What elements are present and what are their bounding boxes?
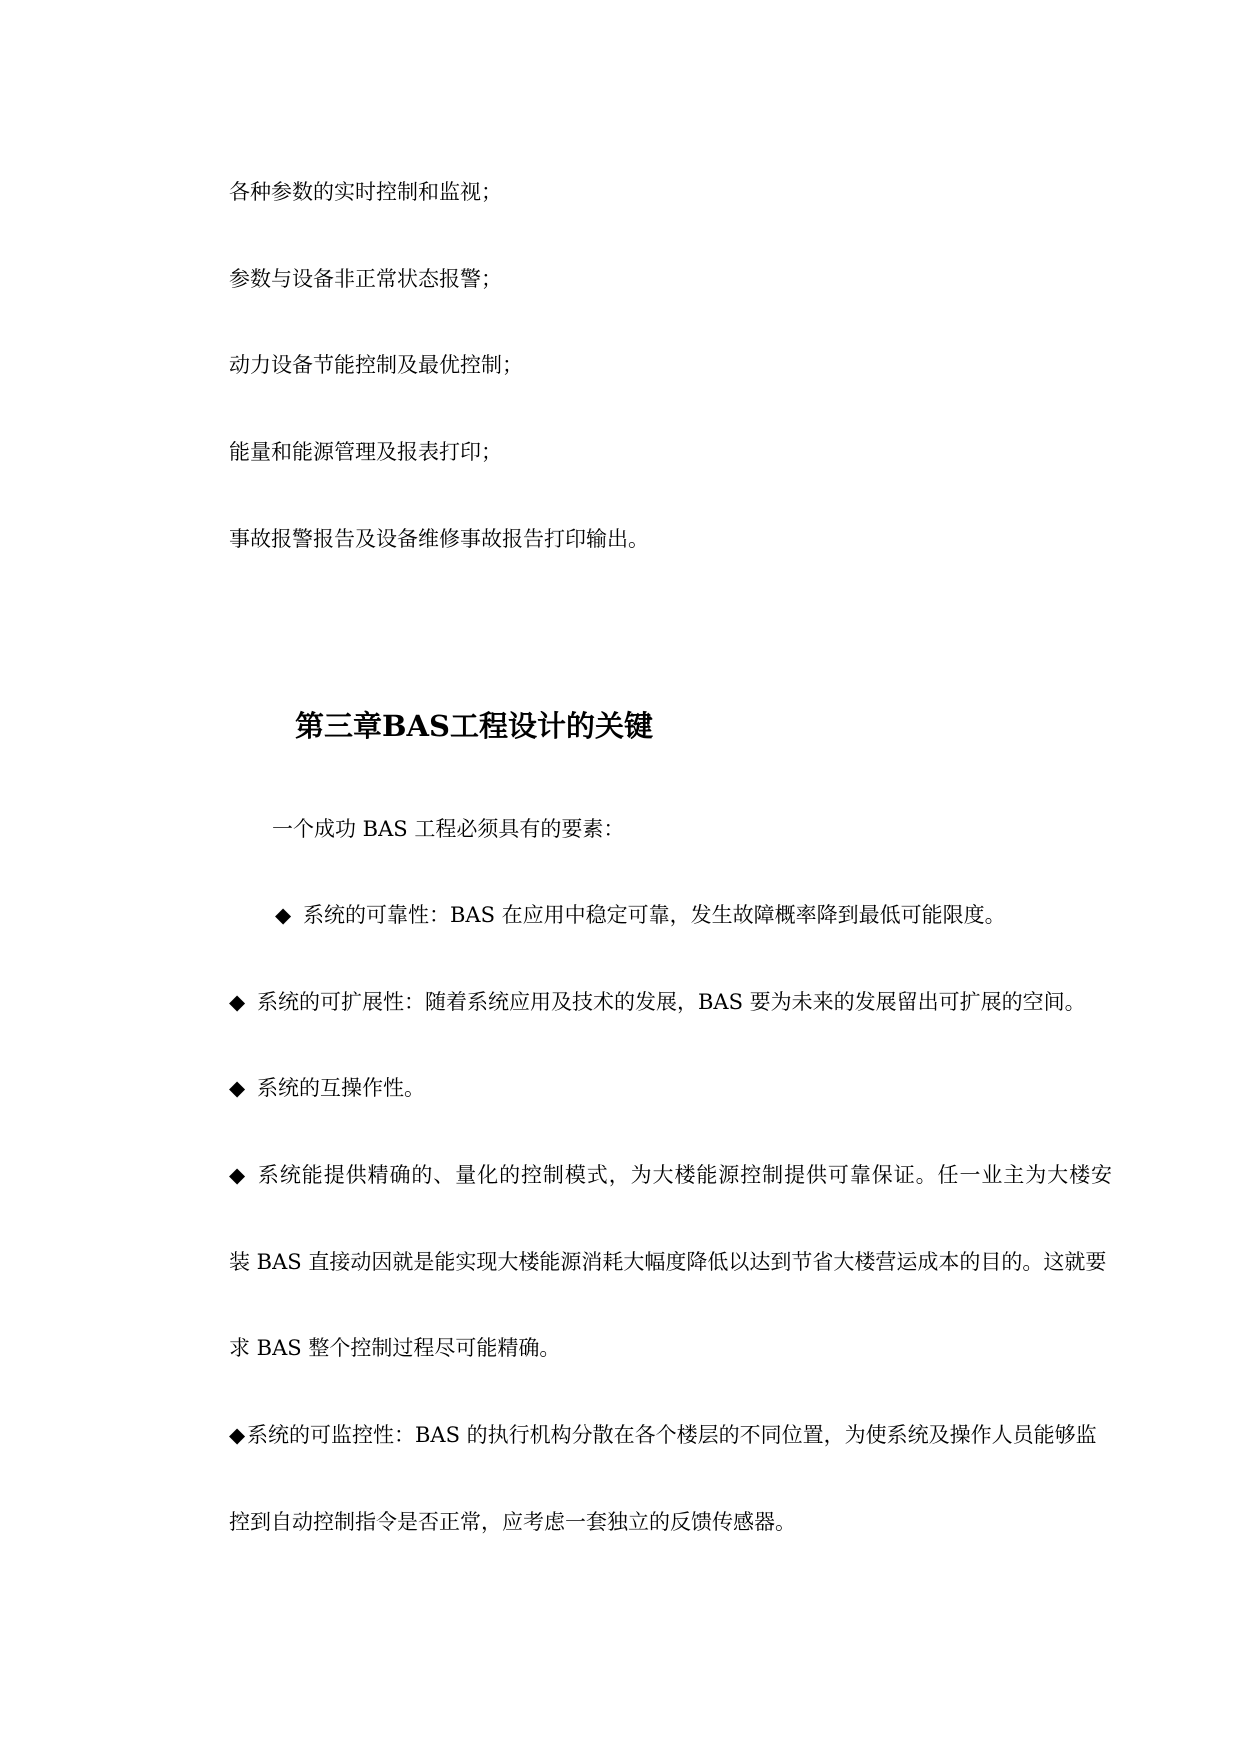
function-item-4: 能量和能源管理及报表打印； xyxy=(229,440,502,464)
bullet-diamond-icon: ◆ xyxy=(229,1423,246,1447)
function-item-5: 事故报警报告及设备维修事故报告打印输出。 xyxy=(229,527,649,551)
bullet-expandability xyxy=(229,987,1086,1017)
bullet-diamond-icon: ◆ xyxy=(229,1163,246,1187)
bullet-precision xyxy=(229,1160,1112,1190)
bullet-precision-line2: 装 BAS 直接动因就是能实现大楼能源消耗大幅度降低以达到节省大楼营运成本的目的。这就要 xyxy=(229,1250,1107,1274)
bullet-monitorability-text-line1: 系统的可监控性：BAS 的执行机构分散在各个楼层的不同位置，为使系统及操作人员能够监 xyxy=(247,1423,1097,1447)
function-item-3: 动力设备节能控制及最优控制； xyxy=(229,353,523,377)
function-item-2: 参数与设备非正常状态报警； xyxy=(229,267,502,291)
bullet-reliability xyxy=(275,900,1006,930)
chapter-title: 第三章BAS工程设计的关键 xyxy=(295,709,653,743)
bullet-monitorability xyxy=(229,1420,1097,1450)
bullet-diamond-icon: ◆ xyxy=(229,990,246,1014)
function-item-1: 各种参数的实时控制和监视； xyxy=(229,180,502,204)
bullet-interoperability-text: 系统的互操作性。 xyxy=(257,1076,425,1100)
bullet-precision-line3: 求 BAS 整个控制过程尽可能精确。 xyxy=(229,1336,561,1360)
bullet-interoperability xyxy=(229,1073,425,1103)
bullet-diamond-icon: ◆ xyxy=(229,1076,246,1100)
bullet-monitorability-line2: 控到自动控制指令是否正常，应考虑一套独立的反馈传感器。 xyxy=(229,1510,796,1534)
intro-paragraph: 一个成功 BAS 工程必须具有的要素： xyxy=(272,817,625,841)
bullet-reliability-text: 系统的可靠性：BAS 在应用中稳定可靠，发生故障概率降到最低可能限度。 xyxy=(303,903,1006,927)
bullet-precision-text-line1: 系统能提供精确的、量化的控制模式，为大楼能源控制提供可靠保证。任一业主为大楼安 xyxy=(257,1163,1112,1187)
bullet-expandability-text: 系统的可扩展性：随着系统应用及技术的发展，BAS 要为未来的发展留出可扩展的空间。 xyxy=(257,990,1086,1014)
bullet-diamond-icon: ◆ xyxy=(275,903,292,927)
